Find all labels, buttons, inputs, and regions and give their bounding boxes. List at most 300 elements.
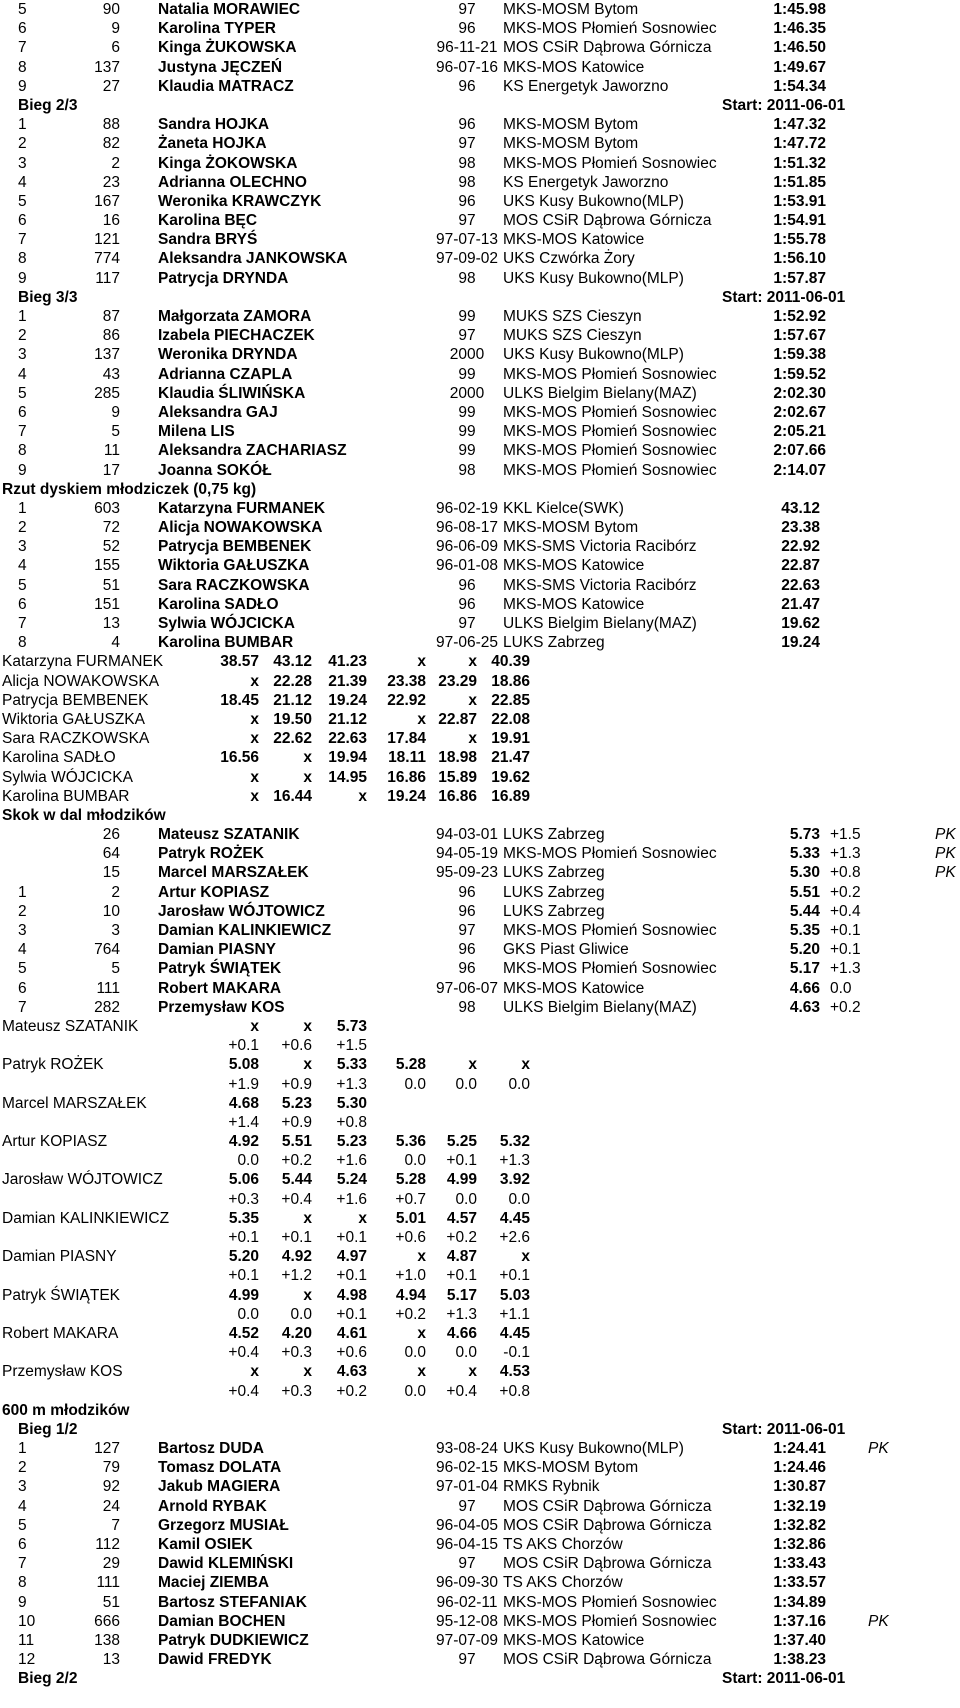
bib-number: 82 [102,135,120,153]
attempt-wind: +2.6 [499,1229,530,1246]
attempt-wind: 0.0 [404,1152,426,1170]
birth-date: 94-03-01 [435,826,499,844]
birth-date: 97 [458,922,476,939]
athlete-name: Damian BOCHEN [158,1612,286,1630]
attempt-value: 3.92 [499,1171,530,1189]
attempt-wind: +0.6 [281,1037,312,1055]
wind-row [0,1228,960,1247]
result-value: 1:47.32 [773,116,826,134]
birth-date: 96 [458,902,476,920]
attempt-wind: +0.4 [281,1190,312,1208]
attempt-wind: +0.1 [446,1267,477,1285]
club-name: ULKS Bielgim Bielany(MAZ) [503,615,697,632]
wind-row [0,1036,960,1055]
birth-date: 95-12-08 [435,1612,499,1630]
attempt-value: 4.99 [228,1286,259,1304]
place: 12 [18,1651,36,1669]
attempt-wind: +0.2 [281,1152,312,1170]
series-row [0,1132,960,1151]
place: 4 [18,557,27,575]
birth-date: 96 [458,77,476,95]
athlete-name: Klaudia MATRACZ [158,77,294,95]
attempt-wind: +1.3 [499,1152,530,1170]
athlete-name: Izabela PIECHACZEK [158,327,315,345]
attempt-value: 4.87 [446,1248,477,1266]
club-name: UKS Kusy Bukowno(MLP) [503,346,684,364]
attempt-wind: +0.8 [499,1382,530,1400]
section-title [0,1401,960,1420]
athlete-name: Arnold RYBAK [158,1497,267,1515]
series-athlete-name: Alicja NOWAKOWSKA [2,672,160,690]
result-row [0,307,960,326]
bib-number: 5 [111,960,120,978]
result-value: 1:32.19 [773,1497,826,1515]
attempt-value: 41.23 [328,653,367,671]
attempt-value: 5.33 [336,1056,367,1074]
wind-value: +0.2 [830,998,861,1016]
place: 6 [18,403,27,421]
place: 5 [18,384,27,402]
athlete-name: Joanna SOKÓŁ [158,461,272,479]
athlete-name: Justyna JĘCZEŃ [158,58,283,76]
club-name: MKS-MOS Płomień Sosnowiec [503,365,717,383]
attempt-value: 18.98 [438,749,477,767]
attempt-value: x [468,1056,477,1074]
attempt-value: x [303,1363,312,1381]
athlete-name: Patryk ŚWIĄTEK [158,960,282,978]
birth-date: 93-08-24 [435,1440,499,1458]
attempt-value: 22.28 [273,672,312,690]
series-row [0,768,960,787]
start-date: Start: 2011-06-01 [722,96,846,114]
attempt-value: 23.38 [387,672,426,690]
bib-number: 13 [102,1651,120,1669]
bib-number: 111 [96,1574,120,1592]
club-name: MKS-MOS Płomień Sosnowiec [503,442,717,460]
bib-number: 6 [111,39,120,57]
result-value: 21.47 [781,595,820,613]
place: 9 [18,461,27,479]
club-name: MOS CSiR Dąbrowa Górnicza [503,1497,712,1515]
result-row [0,1573,960,1592]
attempt-value: 19.91 [491,730,530,748]
attempt-value: 21.12 [328,710,367,728]
attempt-wind: +0.1 [228,1229,259,1246]
athlete-name: Kamil OSIEK [158,1536,253,1553]
bib-number: 26 [102,826,120,844]
bib-number: 92 [102,1478,120,1496]
result-row [0,115,960,134]
place: 1 [18,308,27,325]
athlete-name: Kinga ŻUKOWSKA [158,39,297,57]
heat-title: Bieg 3/3 [18,288,78,306]
result-row [0,173,960,192]
result-row [0,825,960,844]
attempt-wind: 0.0 [404,1382,426,1400]
series-row [0,652,960,671]
club-name: TS AKS Chorzów [503,1574,623,1592]
attempt-value: x [417,710,426,728]
attempt-wind: +0.1 [228,1267,259,1285]
result-row [0,518,960,537]
attempt-value: x [303,1286,312,1304]
athlete-name: Artur KOPIASZ [158,883,270,901]
club-name: MKS-MOSM Bytom [503,116,639,134]
place: 3 [18,1478,27,1496]
series-athlete-name: Robert MAKARA [2,1324,119,1342]
bib-number: 9 [111,20,120,38]
result-row [0,38,960,57]
birth-date: 96-02-19 [435,499,499,517]
attempt-value: x [358,1209,367,1227]
bib-number: 3 [111,922,120,939]
wind-row [0,1266,960,1285]
attempt-value: 4.92 [281,1248,312,1266]
attempt-value: 4.99 [446,1171,477,1189]
bib-number: 13 [102,615,120,632]
series-row [0,1362,960,1381]
bib-number: 138 [94,1631,120,1649]
birth-date: 98 [458,173,476,191]
wind-value: +0.8 [830,864,861,882]
athlete-name: Aleksandra JANKOWSKA [158,250,348,268]
birth-date: 99 [458,442,476,460]
attempt-value: 4.94 [395,1286,426,1304]
club-name: MUKS SZS Cieszyn [503,308,642,325]
result-value: 2:14.07 [773,461,826,479]
birth-date: 96-07-16 [435,58,499,76]
club-name: ULKS Bielgim Bielany(MAZ) [503,998,697,1016]
athlete-name: Patrycja BEMBENEK [158,538,312,556]
birth-date: 96 [458,960,476,978]
wind-value: +0.1 [830,922,861,939]
club-name: UKS Czwórka Żory [503,250,635,268]
result-row [0,1631,960,1650]
bib-number: 86 [102,327,120,345]
result-value: 1:54.91 [773,212,826,230]
result-row [0,633,960,652]
series-athlete-name: Wiktoria GAŁUSZKA [2,710,145,728]
athlete-name: Jarosław WÓJTOWICZ [158,902,325,920]
bib-number: 87 [102,308,120,325]
bib-number: 16 [102,212,120,230]
wind-row [0,1305,960,1324]
club-name: ULKS Bielgim Bielany(MAZ) [503,384,697,402]
result-row [0,979,960,998]
attempt-value: 5.30 [336,1094,367,1112]
attempt-value: x [250,730,259,748]
club-name: MKS-SMS Victoria Racibórz [503,538,697,556]
athlete-name: Karolina BUMBAR [158,634,294,652]
bib-number: 29 [102,1555,120,1573]
note-flag: PK [935,826,956,844]
athlete-name: Patryk ROŻEK [158,845,264,863]
club-name: LUKS Zabrzeg [503,826,605,844]
place: 11 [18,1631,35,1649]
series-athlete-name: Jarosław WÓJTOWICZ [2,1171,163,1189]
bib-number: 90 [102,1,120,18]
result-value: 5.30 [789,864,820,882]
attempt-value: 19.62 [491,768,530,786]
series-row [0,787,960,806]
place: 4 [18,173,27,191]
athlete-name: Kinga ŻOKOWSKA [158,154,298,172]
heat-title: Bieg 2/3 [18,96,78,114]
place: 1 [18,116,27,134]
bib-number: 137 [94,58,120,76]
attempt-wind: +0.1 [499,1267,530,1285]
birth-date: 96-08-17 [435,519,499,537]
club-name: TS AKS Chorzów [503,1536,623,1553]
result-value: 19.24 [781,634,820,652]
place: 6 [18,212,27,230]
bib-number: 72 [102,519,120,537]
series-athlete-name: Damian KALINKIEWICZ [2,1209,170,1227]
series-athlete-name: Artur KOPIASZ [2,1133,108,1151]
bib-number: 603 [94,499,120,517]
attempt-value: 5.51 [281,1133,312,1151]
attempt-wind: +0.6 [336,1344,367,1362]
result-value: 1:54.34 [773,77,826,95]
club-name: MOS CSiR Dąbrowa Górnicza [503,1651,712,1669]
result-row [0,1458,960,1477]
attempt-value: x [468,691,477,709]
club-name: MKS-MOSM Bytom [503,1,639,18]
result-row [0,154,960,173]
athlete-name: Aleksandra ZACHARIASZ [158,442,347,460]
attempt-value: x [303,1209,312,1227]
series-row [0,691,960,710]
place: 1 [18,1440,27,1458]
athlete-name: Damian KALINKIEWICZ [158,922,332,939]
attempt-value: 5.28 [395,1171,426,1189]
result-value: 1:33.43 [773,1555,826,1573]
series-athlete-name: Katarzyna FURMANEK [2,653,164,671]
place: 2 [18,519,27,537]
result-value: 22.87 [781,557,820,575]
attempt-wind: +0.3 [228,1190,259,1208]
club-name: LUKS Zabrzeg [503,883,605,901]
result-row [0,1535,960,1554]
attempt-value: x [417,653,426,671]
birth-date: 97 [458,1,476,18]
attempt-wind: +0.9 [281,1113,312,1131]
birth-date: 96-02-11 [436,1593,498,1611]
club-name: MKS-MOS Płomień Sosnowiec [503,845,717,863]
birth-date: 96 [458,595,476,613]
attempt-value: 5.32 [499,1133,530,1151]
athlete-name: Sandra HOJKA [158,116,270,134]
attempt-value: 5.03 [499,1286,530,1304]
result-value: 1:37.16 [773,1612,826,1630]
place: 2 [18,135,27,153]
bib-number: 774 [94,250,120,268]
attempt-value: 18.86 [491,672,530,690]
attempt-value: 22.08 [491,710,530,728]
attempt-value: 21.39 [328,672,367,690]
bib-number: 43 [102,365,120,383]
club-name: MKS-MOSM Bytom [503,519,639,537]
result-row [0,1439,960,1458]
attempt-value: 4.45 [499,1209,530,1227]
attempt-value: 5.25 [446,1133,477,1151]
result-value: 1:38.23 [773,1651,826,1669]
place: 5 [18,1516,27,1534]
attempt-value: 4.63 [336,1363,367,1381]
athlete-name: Aleksandra GAJ [158,403,278,421]
attempt-value: x [521,1248,530,1266]
series-row [0,672,960,691]
birth-date: 97 [458,1497,476,1515]
birth-date: 97-06-25 [435,634,499,652]
result-row [0,998,960,1017]
heat-title: Bieg 1/2 [18,1420,78,1438]
series-athlete-name: Patryk ROŻEK [2,1056,104,1074]
place: 1 [18,499,27,517]
attempt-value: 22.63 [328,730,367,748]
place: 2 [18,902,27,920]
result-value: 43.12 [781,499,820,517]
birth-date: 99 [458,423,476,441]
result-value: 5.51 [789,883,820,901]
athlete-name: Maciej ZIEMBA [158,1574,270,1592]
attempt-value: 16.44 [273,787,312,805]
result-value: 1:33.57 [773,1574,826,1592]
attempt-wind: +1.9 [228,1075,259,1093]
bib-number: 167 [94,192,120,210]
place: 8 [18,58,27,76]
birth-date: 96-09-30 [435,1574,499,1592]
result-row [0,365,960,384]
attempt-value: 4.97 [336,1248,367,1266]
place: 5 [18,1,27,18]
result-row [0,403,960,422]
attempt-wind: 0.0 [508,1075,530,1093]
series-row [0,748,960,767]
wind-row [0,1151,960,1170]
wind-value: +1.3 [830,960,861,978]
athlete-name: Katarzyna FURMANEK [158,499,326,517]
place: 9 [18,1593,27,1611]
attempt-wind: 0.0 [455,1075,477,1093]
result-value: 1:51.32 [773,154,826,172]
result-row [0,959,960,978]
athlete-name: Sylwia WÓJCICKA [158,615,295,632]
club-name: MKS-MOSM Bytom [503,135,639,153]
birth-date: 99 [458,308,476,325]
section-title [0,806,960,825]
heat-header [0,1669,960,1688]
birth-date: 97 [458,212,476,230]
club-name: MKS-SMS Victoria Racibórz [503,576,697,594]
attempt-value: 4.20 [281,1324,312,1342]
result-value: 19.62 [781,615,820,632]
birth-date: 97-01-04 [435,1478,499,1496]
attempt-value: x [521,1056,530,1074]
club-name: MUKS SZS Cieszyn [503,327,642,345]
start-date: Start: 2011-06-01 [722,1670,846,1688]
result-row [0,1650,960,1669]
heat-header [0,96,960,115]
attempt-value: x [303,1056,312,1074]
result-value: 5.17 [789,960,820,978]
bib-number: 52 [102,538,120,556]
attempt-wind: +0.2 [395,1305,426,1323]
result-value: 22.92 [781,538,820,556]
place: 3 [18,538,27,556]
athlete-name: Wiktoria GAŁUSZKA [158,557,310,575]
birth-date: 96-06-09 [435,538,499,556]
note-flag: PK [935,845,956,863]
attempt-value: 22.92 [387,691,426,709]
attempt-value: 38.57 [220,653,259,671]
result-row [0,0,960,19]
result-row [0,1554,960,1573]
heat-header [0,1420,960,1439]
club-name: MOS CSiR Dąbrowa Górnicza [503,1555,712,1573]
place: 9 [18,77,27,95]
attempt-value: 5.23 [281,1094,312,1112]
heat-title: Bieg 2/2 [18,1670,78,1688]
attempt-value: 23.29 [438,672,477,690]
attempt-value: 5.35 [228,1209,259,1227]
club-name: RMKS Rybnik [503,1478,600,1496]
attempt-value: 19.50 [273,710,312,728]
club-name: MKS-MOS Katowice [503,595,645,613]
attempt-value: 5.01 [395,1209,426,1227]
birth-date: 97 [458,135,476,153]
attempt-value: 43.12 [273,653,312,671]
result-value: 1:37.40 [773,1631,826,1649]
athlete-name: Dawid KLEMIŃSKI [158,1555,294,1573]
result-value: 1:53.91 [773,192,826,210]
attempt-value: x [250,710,259,728]
bib-number: 24 [102,1497,120,1515]
result-row [0,863,960,882]
attempt-wind: +0.4 [446,1382,477,1400]
attempt-value: x [303,768,312,786]
attempt-value: x [250,1017,259,1035]
place: 4 [18,941,27,959]
bib-number: 10 [102,902,120,920]
attempt-value: 5.73 [336,1017,367,1035]
result-value: 1:57.67 [773,327,826,345]
place: 5 [18,960,27,978]
result-row [0,269,960,288]
athlete-name: Karolina BĘC [158,212,258,230]
birth-date: 95-09-23 [435,864,499,882]
series-row [0,1209,960,1228]
place: 8 [18,1574,27,1592]
result-value: 22.63 [781,576,820,594]
birth-date: 2000 [449,384,485,402]
result-row [0,844,960,863]
attempt-value: 5.24 [336,1171,367,1189]
birth-date: 97 [458,615,476,632]
club-name: MKS-MOSM Bytom [503,1459,639,1477]
birth-date: 97 [458,1651,476,1669]
attempt-value: x [250,672,259,690]
result-value: 1:51.85 [773,173,826,191]
result-row [0,883,960,902]
attempt-wind: 0.0 [404,1075,426,1093]
result-value: 1:45.98 [773,1,826,18]
attempt-wind: +1.3 [446,1305,477,1323]
place: 2 [18,1459,27,1477]
attempt-wind: +1.5 [336,1037,367,1055]
bib-number: 27 [102,77,120,95]
attempt-wind: +1.6 [336,1152,367,1170]
